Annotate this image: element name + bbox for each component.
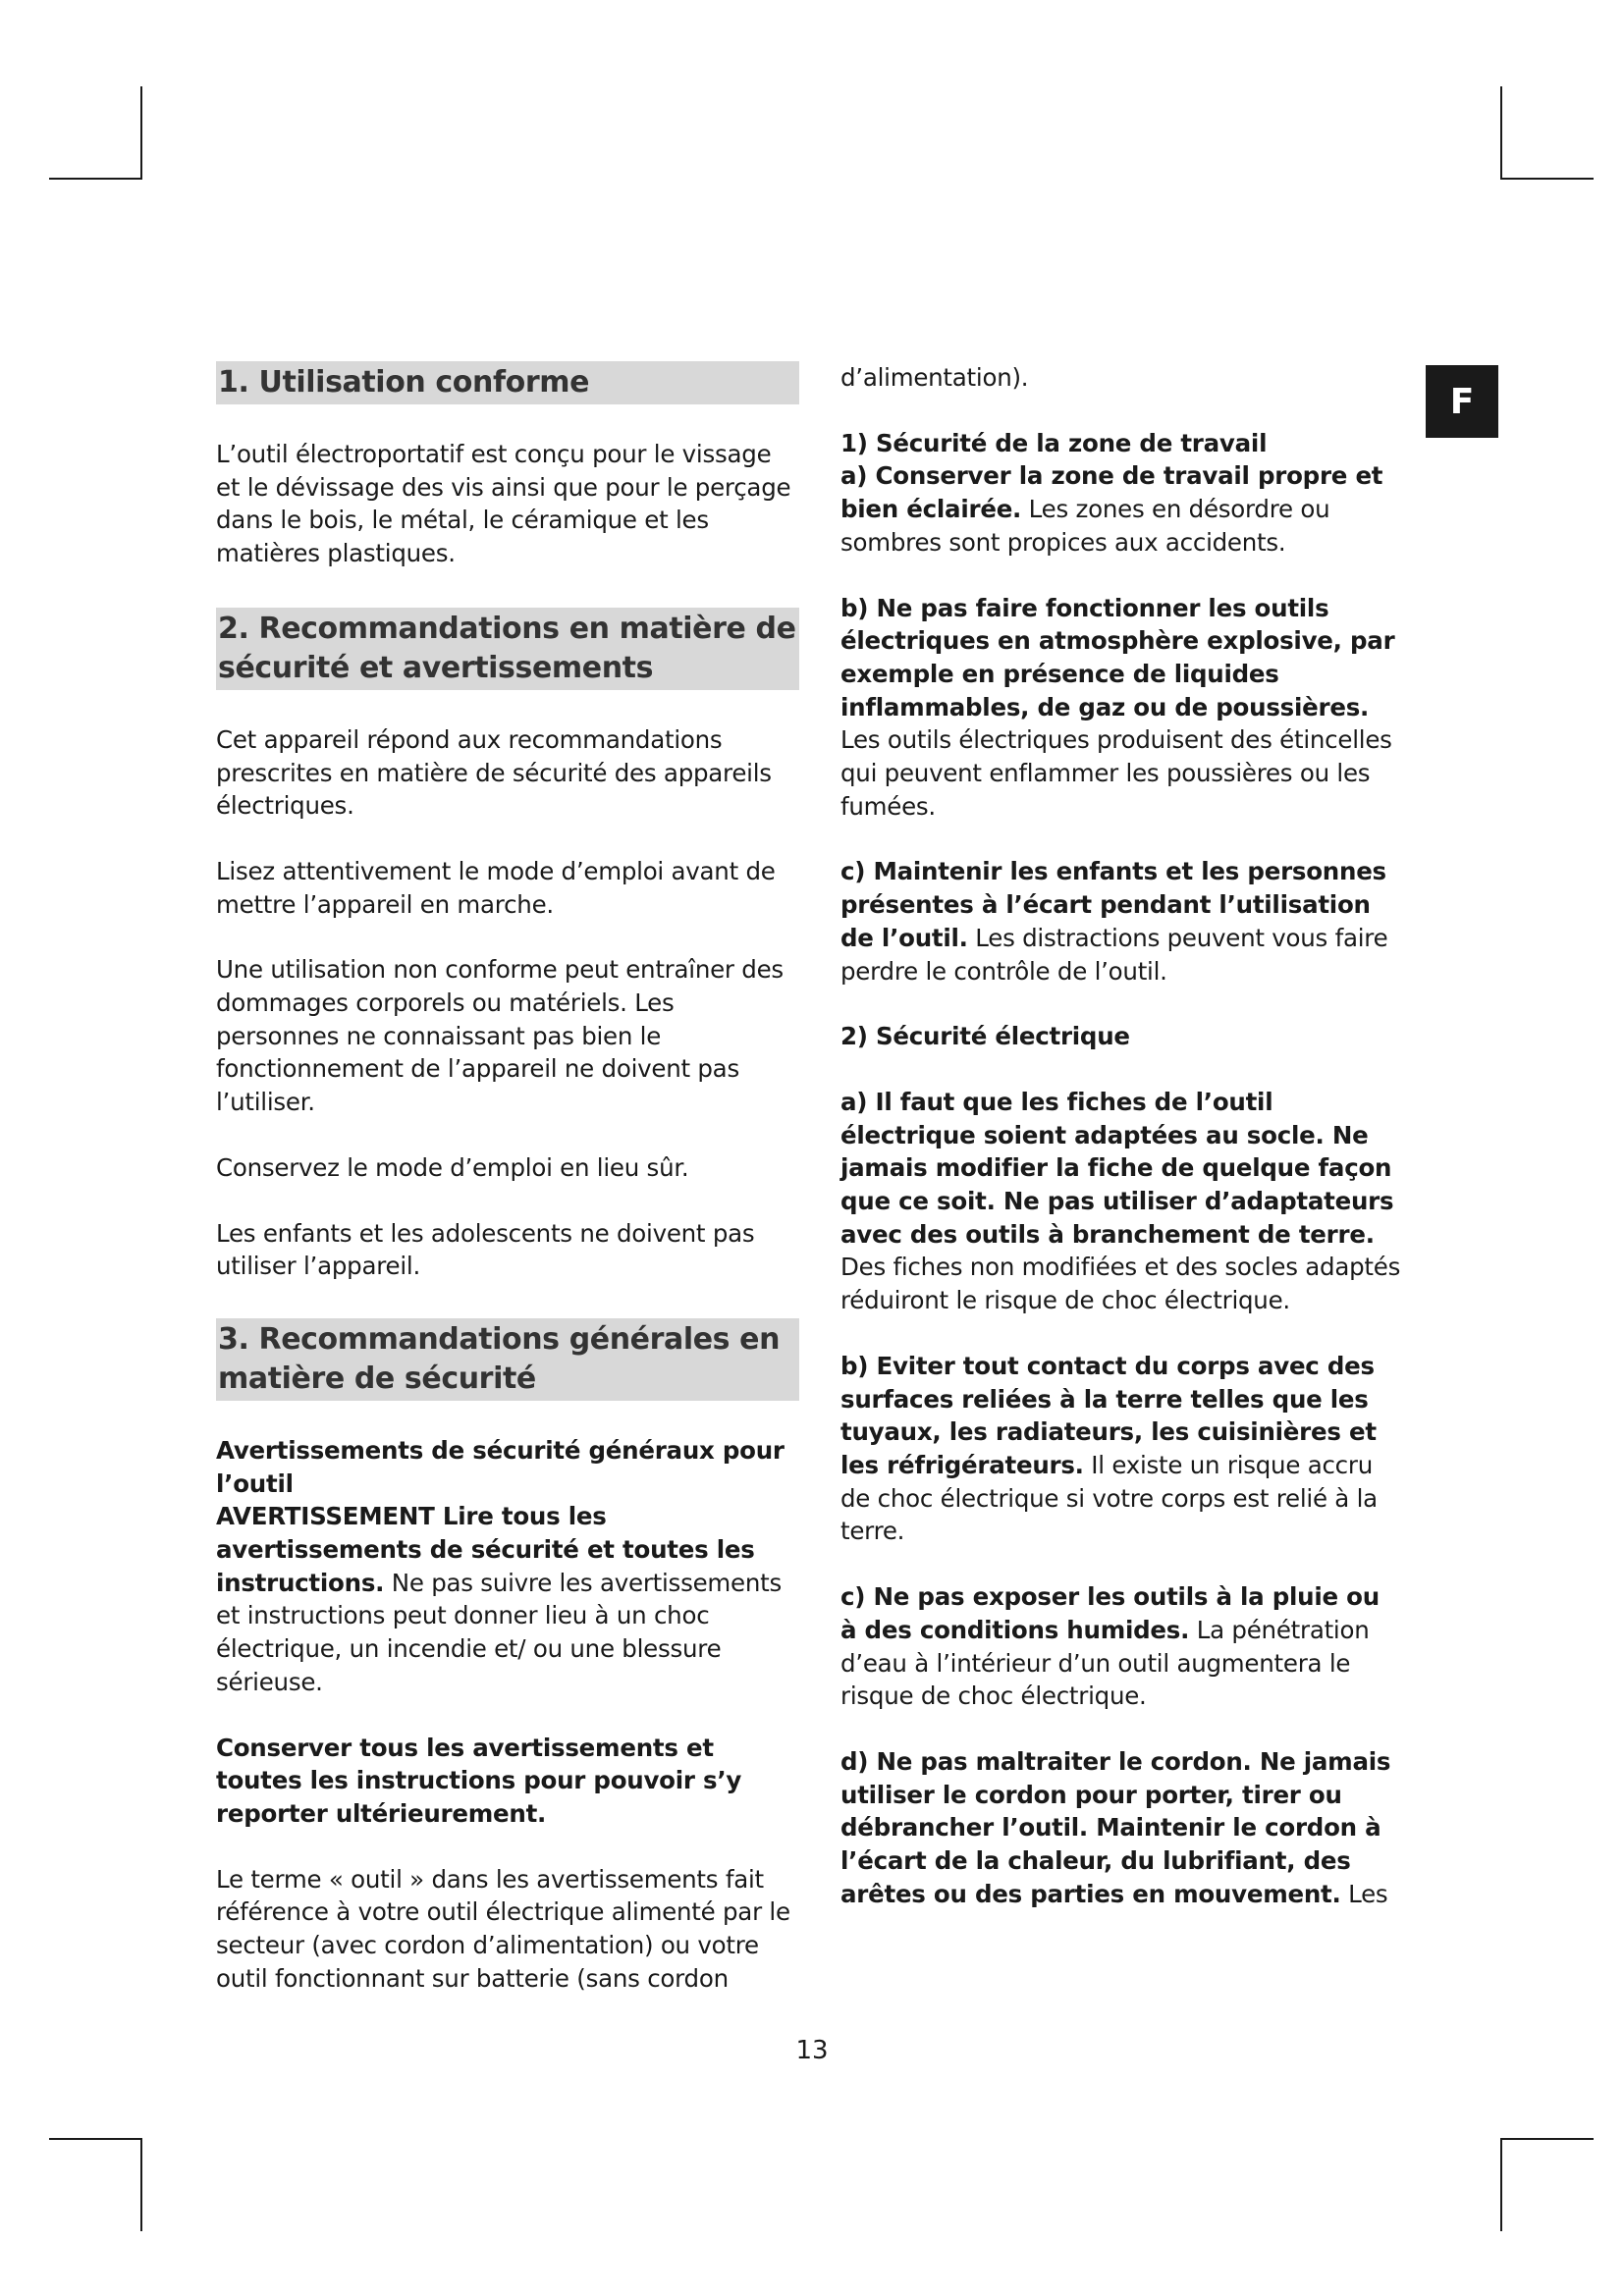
section-1-title: 1. Utilisation conforme [216,361,799,404]
crop-mark-bottom-left-h [49,2138,142,2140]
z1-b-bold: b) Ne pas faire fonctionner les outils électriques en atmosphère explosive, par exemple en présence de liquides inflammables, de gaz ou de poussières. [840,593,1395,721]
s2-paragraph-5: Les enfants et les adolescents ne doivent pas utiliser l’appareil. [216,1218,755,1281]
crop-mark-top-left-h [49,178,142,180]
z1-b-text: Les outils électriques produisent des étincelles qui peuvent enflammer les poussières ou les fumées. [840,725,1392,821]
s3-heading [216,1434,799,1500]
z2-d-text: Les [1340,1879,1388,1908]
s1-paragraph: L’outil électroportatif est conçu pour le vissage et le dévissage des vis ainsi que pour le perçage dans le bois, le métal, le céramique et les matières plastiques. [216,440,791,568]
s2-paragraph-1: Cet appareil répond aux recommandations prescrites en matière de sécurité des appareils électriques. [216,724,772,821]
z2-b-text: Il existe un risque accru de choc électrique si votre corps est relié à la terre. [840,1450,1378,1546]
z1-c-text: Les distractions peuvent vous faire perdre le contrôle de l’outil. [840,923,1388,986]
s3-warning [216,1500,799,1698]
left-column [216,361,799,1996]
section-2-title: 2. Recommandations en matière de sécurité et avertissements [216,608,799,690]
z2-a-text: Des fiches non modifiées et des socles adaptés réduiront le risque de choc électrique. [840,1253,1401,1315]
crop-mark-top-right-h [1500,178,1594,180]
s3-heading-text: Avertissements de sécurité généraux pour l’outil [216,1435,785,1498]
crop-mark-top-left-v [140,86,142,180]
z1-c [840,855,1402,988]
crop-mark-top-right-v [1500,86,1502,180]
s2-paragraph-4: Conservez le mode d’emploi en lieu sûr. [216,1152,689,1182]
crop-mark-bottom-right-h [1500,2138,1594,2140]
s2-paragraph-2: Lisez attentivement le mode d’emploi avant de mettre l’appareil en marche. [216,856,776,919]
z1-a-bold: a) Conserver la zone de travail propre et bien éclairée. [840,461,1383,524]
z1-title [840,427,1402,460]
language-tab: F [1426,365,1498,438]
continuation-text: d’alimentation). [840,363,1029,392]
z1-title-text: 1) Sécurité de la zone de travail [840,428,1268,457]
z2-d-bold: d) Ne pas maltraiter le cordon. Ne jamais utiliser le cordon pour porter, tirer ou débrancher l’outil. Maintenir le cordon à l’écart de la chaleur, du lubrifiant, des arêtes ou des parties en mouvement. [840,1746,1391,1908]
z2-b-bold: b) Eviter tout contact du corps avec des surfaces reliées à la terre telles que les tuyaux, les radiateurs, les cuisinières et les réfrigérateurs. [840,1351,1377,1479]
z2-c [840,1580,1402,1713]
right-column [840,361,1402,1910]
page-number: 13 [795,2036,829,2065]
z1-a [840,459,1402,559]
crop-mark-bottom-right-v [1500,2138,1502,2231]
section-3-title: 3. Recommandations générales en matière de sécurité [216,1318,799,1401]
s3-warning-text: Ne pas suivre les avertissements et instructions peut donner lieu à un choc électrique, un incendie et/ ou une blessure sérieuse. [216,1568,782,1696]
z2-b [840,1350,1402,1548]
z1-b [840,592,1402,824]
z2-c-text: La pénétration d’eau à l’intérieur d’un outil augmentera le risque de choc électrique. [840,1615,1370,1711]
crop-mark-bottom-left-v [140,2138,142,2231]
z2-title-text: 2) Sécurité électrique [840,1022,1130,1051]
z2-title [840,1020,1402,1053]
s3-term: Le terme « outil » dans les avertissements fait référence à votre outil électrique alimenté par le secteur (avec cordon d’alimentation) ou votre outil fonctionnant sur batterie (sans cordon [216,1864,790,1993]
z1-a-text: Les zones en désordre ou sombres sont propices aux accidents. [840,495,1330,557]
z1-c-bold: c) Maintenir les enfants et les personnes présentes à l’écart pendant l’utilisation de l’outil. [840,857,1386,952]
z2-c-bold: c) Ne pas exposer les outils à la pluie ou à des conditions humides. [840,1582,1380,1644]
s2-paragraph-3: Une utilisation non conforme peut entraîner des dommages corporels ou matériels. Les personnes ne connaissant pas bien le fonctionnement de l’appareil ne doivent pas l’utiliser. [216,955,784,1117]
s3-warning-bold: AVERTISSEMENT Lire tous les avertissements de sécurité et toutes les instructions. [216,1502,755,1597]
z2-a [840,1086,1402,1317]
s3-keep [216,1732,799,1831]
z2-a-bold: a) Il faut que les fiches de l’outil électrique soient adaptées au socle. Ne jamais modifier la fiche de quelque façon que ce soit. Ne pas utiliser d’adaptateurs avec des outils à branchement de terre. [840,1087,1394,1249]
s3-keep-text: Conserver tous les avertissements et toutes les instructions pour pouvoir s’y reporter ultérieurement. [216,1733,742,1828]
z2-d [840,1745,1402,1911]
